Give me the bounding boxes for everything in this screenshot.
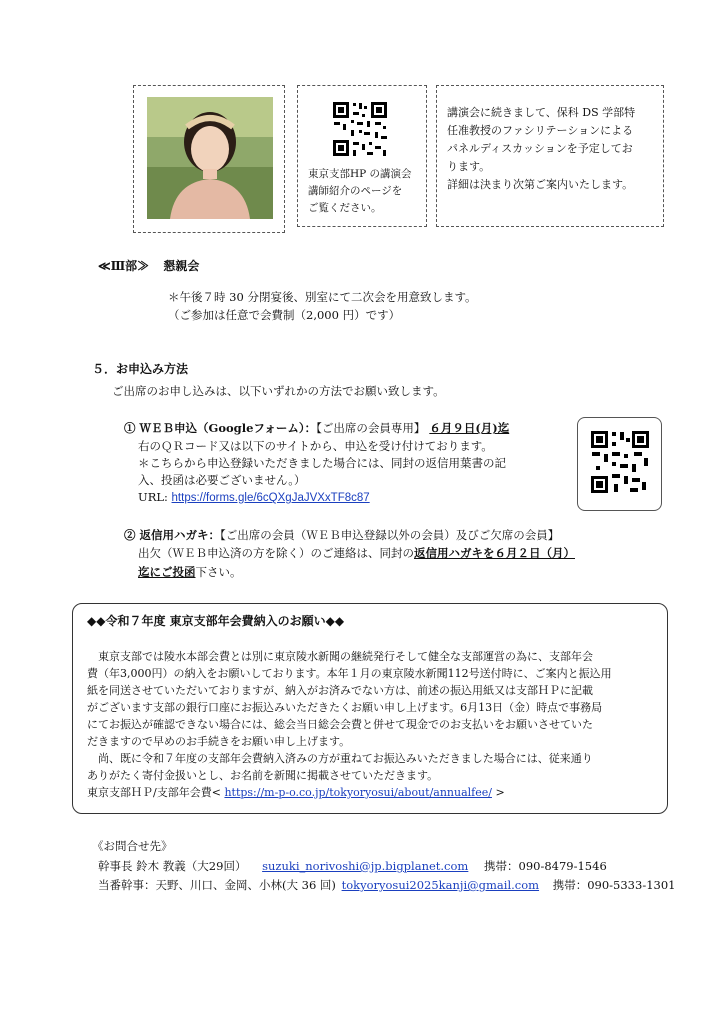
web-line: ＊こちらから申込登録いただきました場合には、同封の返信用葉書の記 [138,456,506,470]
part3-title: 懇親会 [163,259,200,273]
annual-fee-body [87,648,612,801]
fee-hp-label: 東京支部ＨＰ/支部年会費< [87,786,221,799]
postcard-line2-text: 出欠（ＷＥＢ申込済の方を除く）のご連絡は、同封の [138,546,414,560]
web-option-body [138,438,506,507]
fee-line: ありがたく寄付金扱いとし、お名前を新聞に掲載させていただきます。 [87,769,439,782]
qr-caption-line: 東京支部HP の講演会 [308,168,412,180]
panel-note-line: ります。 [447,160,491,173]
qr-caption-line: 講師紹介のページを [308,185,403,197]
postcard-option-body [138,545,575,581]
panel-note-text [447,104,635,194]
qr-caption-line: ご覧ください。 [308,202,382,214]
postcard-target-note: 【ご出席の会員（ＷＥＢ申込登録以外の会員）及びご欠席の会員】 [220,528,560,542]
web-member-note: 【ご出席の会員専用】 [316,421,426,435]
fee-hp-row [87,784,612,801]
panel-note-line: 詳細は決まり次第ご案内いたします。 [447,178,634,191]
qr-caption [308,166,412,217]
annual-fee-title: ◆◆令和７年度 東京支部年会費納入のお願い◆◆ [87,614,345,628]
contact-role: 幹事長 鈴木 教義（大29回） [98,859,247,873]
lecture-qr-box [297,85,427,227]
postcard-deadline: 返信用ハガキを６月２日（月） [414,546,575,560]
fee-line: がございます支部の銀行口座にお振込みいただきたくお願い申し上げます。6月13日（金）時点で事務局 [87,701,603,714]
fee-line: 紙を同送させていただいておりますが、納入がお済みでない方は、前述の振込用紙又は支部ＨＰに記載 [87,684,593,697]
panel-note-line: パネルディスカッションを予定してお [447,142,633,155]
part3-line2: （ご参加は任意で会費制（2,000 円）です） [168,308,401,322]
section5-title: ５．お申込み方法 [92,362,189,376]
contact-phone: 携帯：090-5333-1301 [552,878,676,892]
web-option-label: ① ＷＥＢ申込（Googleフォーム）： [124,421,317,435]
fee-line: 費（年3,000円）の納入をお願いしております。本年１月の東京陵水新聞112号送付時に、ご案内と振込用 [87,667,612,680]
url-label: URL: [138,490,168,504]
panel-note-box [436,85,664,227]
web-form-link[interactable]: https://forms.gle/6cQXgJaJVXxTF8c87 [171,492,370,504]
contact-heading: 《お問合せ先》 [92,839,173,853]
speaker-photo [135,87,285,233]
contact-email-link[interactable]: tokyoryosui2025kanji@gmail.com [341,878,540,892]
part3-heading [98,257,199,274]
fee-line: だきますので早めのお手続きをお願い申し上げます。 [87,735,351,748]
contact-email-link[interactable]: suzuki_norivoshi@jp.bigplanet.com [262,859,469,873]
section5-intro: ご出席のお申し込みは、以下いずれかの方法でお願い致します。 [112,384,445,398]
web-option-line1 [124,420,509,436]
fee-line: にてお振込が確認できない場合には、総会当日総会会費と併せて現金でのお支払いをお願いさせていた [87,718,593,731]
postcard-deadline-end: 迄にご投函 [138,565,196,579]
web-line: 右のＱＲコード又は以下のサイトから、申込を受け付けております。 [138,439,493,453]
contact-row-1 [98,858,607,874]
fee-line: 尚、既に令和７年度の支部年会費納入済みの方が重ねてお振込みいただきました場合には、従来通り [98,752,593,765]
contact-row-2 [98,877,675,893]
fee-hp-close: > [495,786,505,799]
web-url-row [138,489,506,507]
panel-note-line: 任准教授のファシリテーションによる [447,124,634,137]
postcard-line3-text: 下さい。 [195,565,242,579]
web-deadline: ６月９日(月)迄 [429,421,510,435]
contact-phone: 携帯：090-8479-1546 [484,859,607,873]
annual-fee-box [72,603,668,814]
panel-note-line: 講演会に続きまして、保科 DS 学部特 [447,106,636,119]
contact-role: 当番幹事：天野、川口、金岡、小林(大 36 回) [98,878,336,892]
fee-line: 東京支部では陵水本部会費とは別に東京陵水新聞の継続発行そして健全な支部運営の為に、支部年会 [98,650,593,663]
postcard-option-label: ② 返信用ハガキ： [124,528,221,542]
part3-label: ≪Ⅲ部≫ [98,259,150,273]
lecture-qr-code[interactable] [331,100,389,158]
postcard-line3 [138,564,575,581]
postcard-line2 [138,545,575,562]
postcard-option-line1 [124,527,559,543]
web-qr-code[interactable] [590,430,650,494]
web-qr-box [577,417,662,511]
part3-line1: ＊午後７時 30 分閉宴後、別室にて二次会を用意致します。 [168,290,477,304]
web-line: 入、投函は必要ございません。） [138,473,306,487]
speaker-photo-box [133,85,285,233]
annual-fee-link[interactable]: https://m-p-o.co.jp/tokyoryosui/about/annualfee/ [224,786,492,799]
